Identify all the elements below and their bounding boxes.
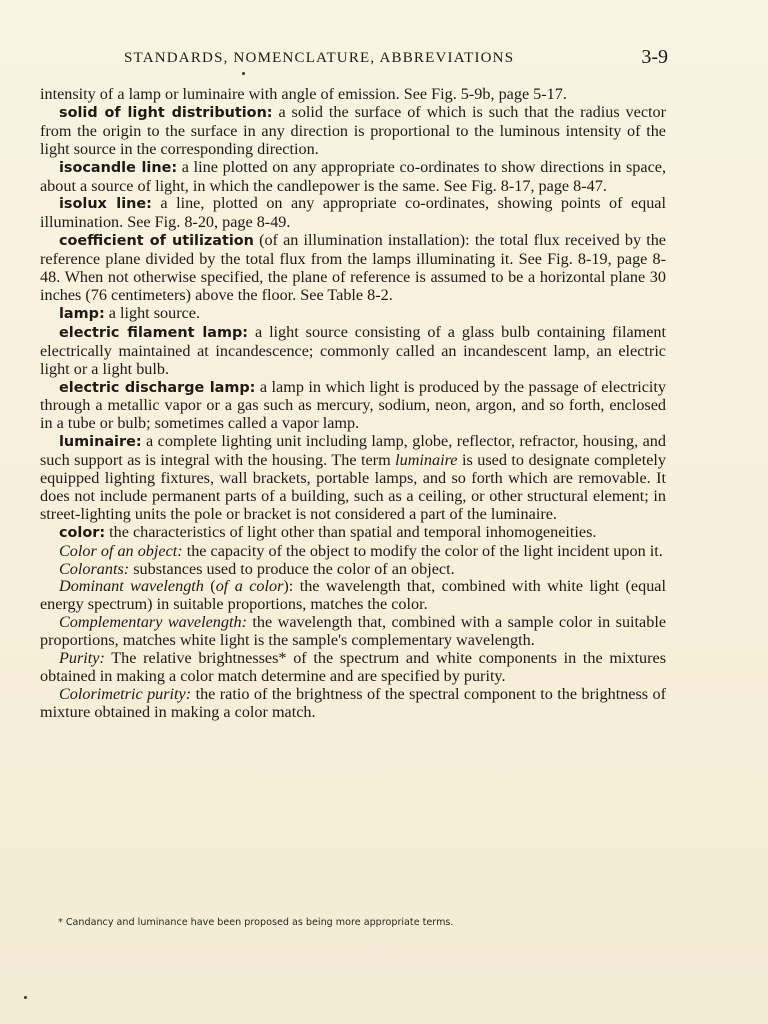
definition-text: ( [203,577,216,596]
definition-text: a lamp in which light is produced by the passage of electricity through a metallic vapor or a gas such as mercury, sodium, neon, argon, and so forth, enclosed in a tube or bulb; sometimes called a vapor lamp. [40,377,666,433]
paper-speck [242,72,245,75]
definition-text: the characteristics of light other than spatial and temporal inhomogeneities. [105,522,597,541]
paragraph-text: intensity of a lamp or luminaire with angle of emission. See Fig. 5-9b, page 5-17. [40,85,567,103]
definition-electric-filament-lamp [40,324,666,379]
definition-term-italic: Colorimetric purity: [59,684,192,703]
italic-word: of a color [215,577,284,596]
italic-word: luminaire [395,451,458,470]
definition-term: isocandle line: [59,159,178,176]
footnote: * Candancy and luminance have been proposed as being more appropriate terms. [58,917,454,928]
definition-term: electric filament lamp: [59,324,249,341]
definition-text: a line plotted on any appropriate co-ordinates to show directions in space, about a source of light, in which the candlepower is the same. See Fig. 8-17, page 8-47. [40,157,666,195]
definition-term-italic: Dominant wavelength [59,577,204,596]
definition-term: luminaire: [59,434,142,451]
definition-text-continued: ): the wavelength that, combined with white light (equal energy spectrum) in suitable proportions, matches the color. [40,577,666,614]
definition-isolux-line [40,195,666,232]
definition-term: coefficient of utilization [59,233,254,250]
definition-text: a line, plotted on any appropriate co-ordinates, showing points of equal illumination. See Fig. 8-20, page 8-49. [40,194,666,232]
running-head [40,46,668,70]
definition-term: color: [59,524,106,541]
definition-term: isolux line: [59,196,152,213]
definition-dominant-wavelength [40,578,666,614]
definition-lamp [40,305,666,324]
definition-purity [40,650,666,686]
definition-text: the capacity of the object to modify the color of the light incident upon it. [182,541,663,560]
definition-term: solid of light distribution: [59,104,273,121]
definition-solid-of-light-distribution [40,104,666,159]
definition-isocandle-line [40,159,666,196]
definition-text: The relative brightnesses* of the spectrum and white components in the mixtures obtained in making a color match determine and are specified by purity. [40,649,666,685]
definition-term-italic: Colorants: [59,559,130,578]
definition-text-continued: is used to designate completely equipped lighting fixtures, wall brackets, portable lamps, and so forth which are removable. It does not include permanent parts of a building, such as a ceiling, or other structural element; in street-lighting units the pole or bracket is not considered a part of the luminaire. [40,451,666,523]
definition-electric-discharge-lamp [40,379,666,434]
definition-luminaire [40,433,666,524]
running-head-title: STANDARDS, NOMENCLATURE, ABBREVIATIONS [124,50,515,66]
definition-complementary-wavelength [40,614,666,650]
definition-text: a light source. [104,303,201,322]
definition-text: a light source consisting of a glass bulb containing filament electrically maintained at incandescence; commonly called an incandescent lamp, an electric light or a light bulb. [40,322,667,378]
paragraph [40,86,666,104]
definition-color-of-an-object [40,543,666,561]
definition-text: a complete lighting unit including lamp, globe, reflector, refractor, housing, and such support as is integral with the housing. The term [40,432,666,470]
definition-colorimetric-purity [40,686,666,722]
definition-text: a solid the surface of which is such that the radius vector from the origin to the surface in any direction is proportional to the luminous intensity of the light source in the corresponding direction. [40,102,666,158]
definition-color [40,524,666,543]
definition-text: the wavelength that, combined with a sample color in suitable proportions, matches white light is the sample's complementary wavelength. [40,613,667,650]
definition-term-italic: Color of an object: [59,541,183,560]
definition-colorants [40,561,666,579]
definition-term-italic: Complementary wavelength: [59,613,247,632]
definition-text: (of an illumination installation): the total flux received by the reference plane divided by the total flux from the lamps illuminating it. See Fig. 8-19, page 8-48. When not otherwise specified, the plane of reference is assumed to be a horizontal plane 30 inches (76 centimeters) above the floor. See Table 8-2. [40,231,666,304]
body-text [40,86,666,722]
definition-term: electric discharge lamp: [59,379,256,396]
paper-speck [24,996,27,999]
page-number: 3-9 [641,46,668,68]
definition-term-italic: Purity: [59,649,105,668]
definition-text: substances used to produce the color of an object. [129,559,455,578]
definition-term: lamp: [59,305,105,322]
definition-text: the ratio of the brightness of the spectral component to the brightness of mixture obtained in making a color match. [40,684,666,721]
definition-coefficient-of-utilization [40,232,666,305]
